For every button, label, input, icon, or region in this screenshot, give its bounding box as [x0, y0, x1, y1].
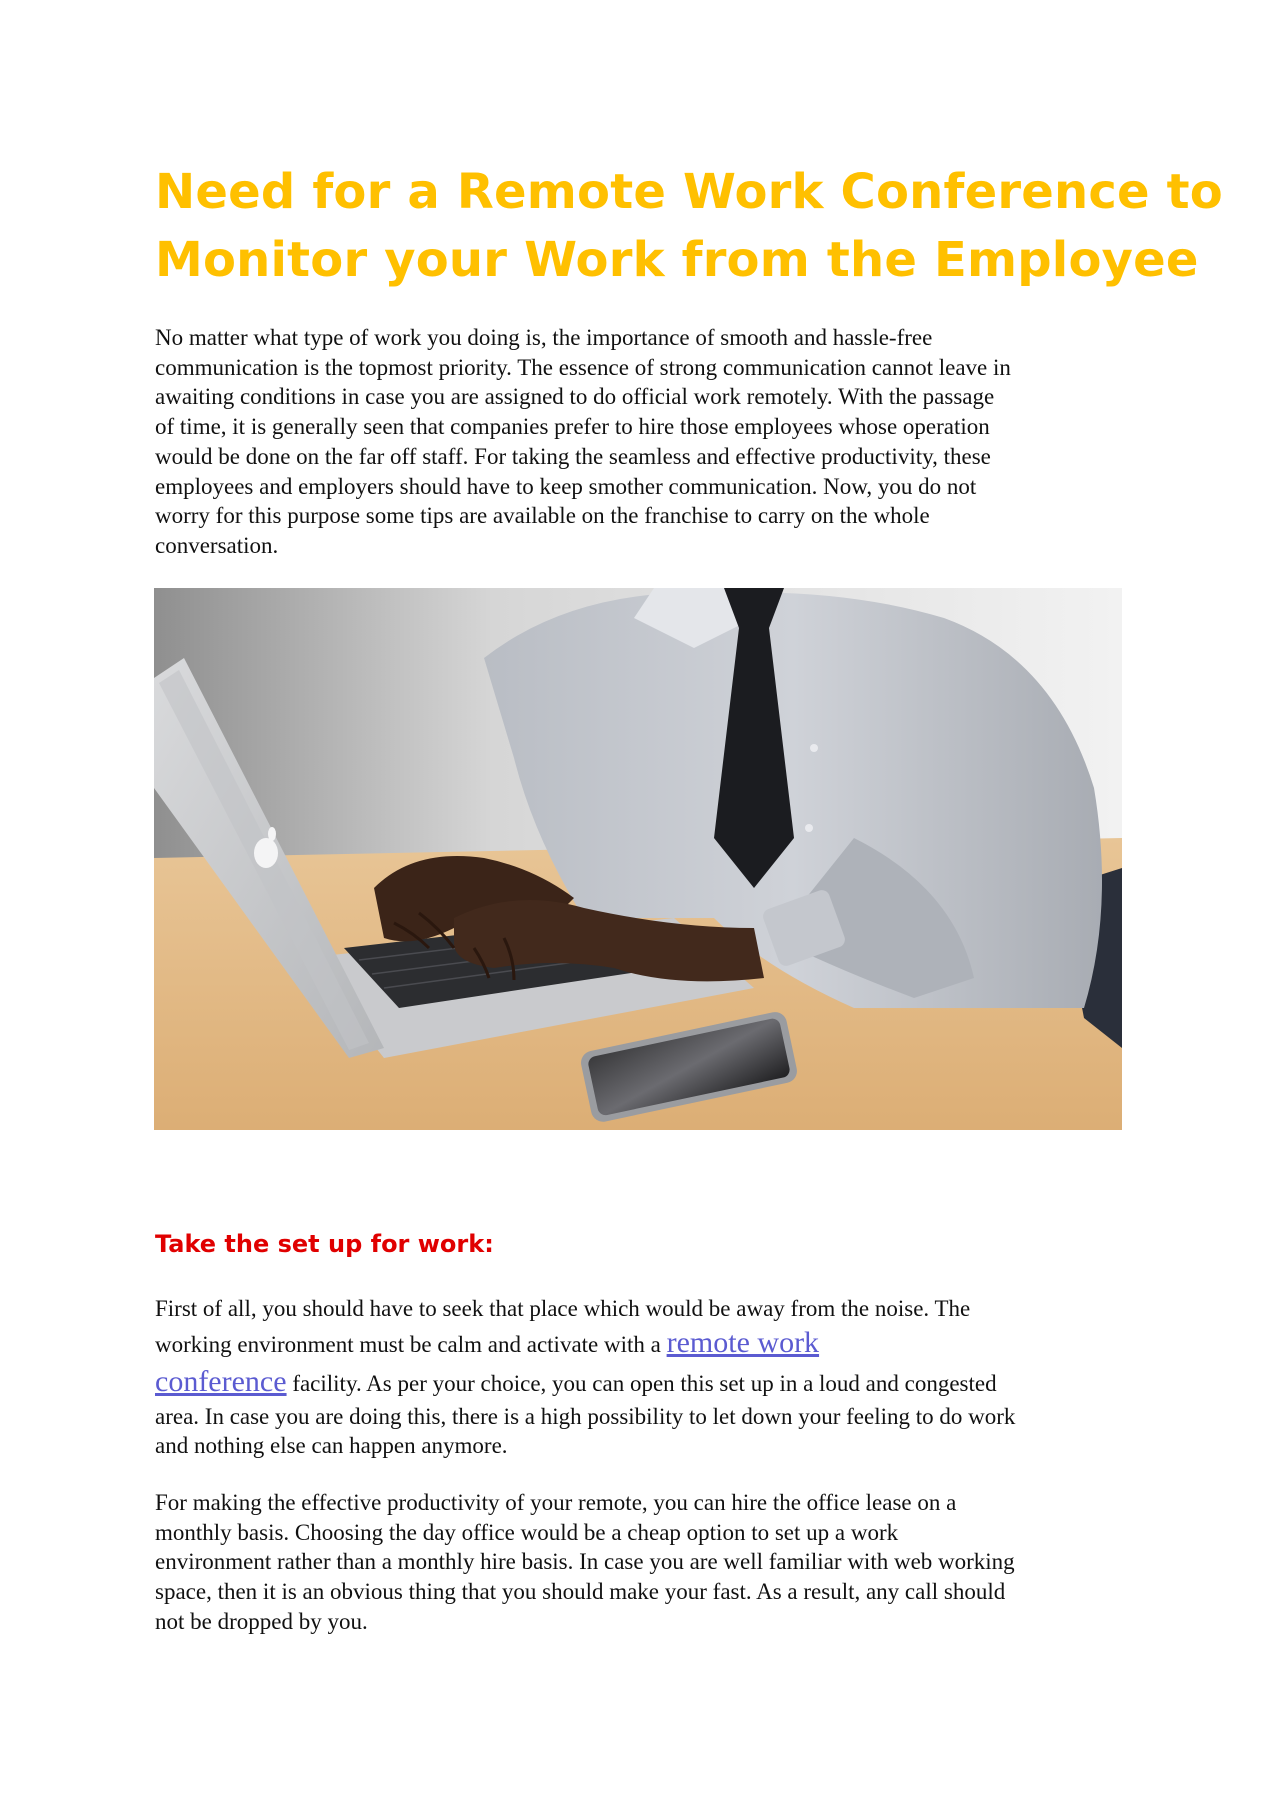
remote-work-conference-link[interactable]: remote work — [666, 1325, 820, 1359]
title-line: Monitor your Work from the Employee — [155, 232, 1199, 288]
text-line: worry for this purpose some tips are available on the franchise to carry on the whole — [155, 503, 930, 529]
intro-paragraph — [155, 323, 1145, 561]
text-line: not be dropped by you. — [155, 1608, 368, 1634]
text-line: conversation. — [155, 532, 279, 558]
text-line: environment rather than a monthly hire basis. In case you are well familiar with web working — [155, 1549, 1015, 1575]
text-line: First of all, you should have to seek that place which would be away from the noise. The — [155, 1296, 971, 1321]
text-line: area. In case you are doing this, there is a high possibility to let down your feeling to do work — [155, 1403, 1016, 1429]
section-heading: Take the set up for work: — [155, 1230, 494, 1258]
laptop-typing-illustration — [154, 588, 1122, 1130]
text-line: employees and employers should have to keep smother communication. Now, you do not — [155, 473, 977, 499]
text-line: would be done on the far off staff. For taking the seamless and effective productivity, these — [155, 443, 991, 469]
text-line — [155, 1324, 1145, 1363]
title-line: Need for a Remote Work Conference to — [155, 164, 1223, 220]
text-fragment: facility. As per your choice, you can open this set up in a loud and congested — [286, 1370, 997, 1396]
text-line: awaiting conditions in case you are assigned to do official work remotely. With the passage — [155, 384, 995, 410]
text-line: space, then it is an obvious thing that you should make your fast. As a result, any call should — [155, 1579, 1006, 1605]
text-line: communication is the topmost priority. The essence of strong communication cannot leave in — [155, 354, 1011, 380]
section-paragraph-1 — [155, 1294, 1145, 1461]
page-title — [155, 158, 1223, 294]
text-line: No matter what type of work you doing is, the importance of smooth and hassle-free — [155, 325, 933, 350]
section-paragraph-2 — [155, 1488, 1145, 1637]
hero-photo-laptop-typing — [154, 588, 1122, 1130]
text-line: monthly basis. Choosing the day office would be a cheap option to set up a work — [155, 1519, 899, 1545]
remote-work-conference-link-continued[interactable]: conference — [155, 1364, 287, 1398]
text-line — [155, 1363, 1145, 1402]
text-fragment: working environment must be calm and activate with a — [155, 1331, 667, 1357]
text-line: For making the effective productivity of your remote, you can hire the office lease on a — [155, 1490, 957, 1515]
text-line: of time, it is generally seen that companies prefer to hire those employees whose operation — [155, 414, 990, 440]
text-line: and nothing else can happen anymore. — [155, 1433, 508, 1459]
